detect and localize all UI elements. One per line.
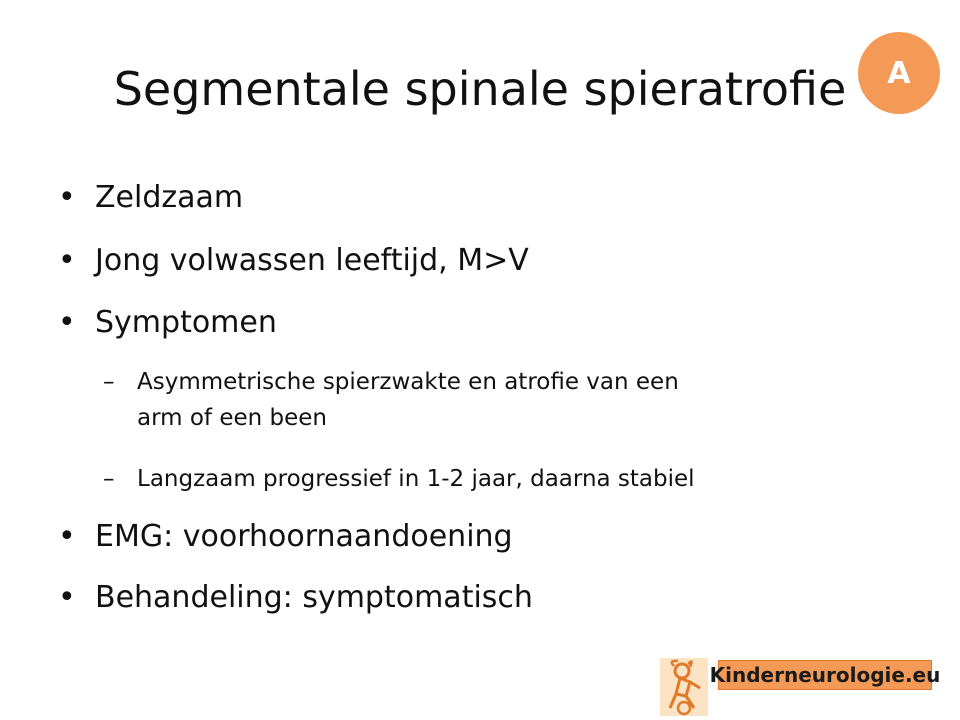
section-badge-label: A: [887, 55, 911, 91]
sub-bullet-text: Asymmetrische spierzwakte en atrofie van een arm of een been: [137, 369, 679, 431]
bullet-text: Symptomen: [95, 305, 277, 340]
sub-bullet-item: [0, 461, 695, 497]
bullet-item: [0, 519, 513, 554]
slide-title: Segmentale spinale spieratrofie: [113, 62, 847, 116]
bullet-marker: •: [58, 305, 76, 340]
bullet-text: Zeldzaam: [95, 180, 244, 215]
bullet-marker: •: [58, 180, 76, 215]
bullet-marker: •: [58, 243, 76, 278]
sub-bullet-marker: –: [103, 466, 115, 492]
bullet-text: Jong volwassen leeftijd, M>V: [95, 243, 529, 278]
child-figure-icon: [660, 658, 708, 716]
bullet-marker: •: [58, 519, 76, 554]
bullet-item: [0, 305, 277, 340]
bullet-item: [0, 180, 243, 215]
bullet-item: [0, 243, 529, 278]
logo-text: Kinderneurologie.eu: [709, 663, 941, 687]
logo-wordmark: [709, 660, 941, 690]
bullet-text: Behandeling: symptomatisch: [95, 580, 533, 615]
bullet-item: [0, 580, 533, 615]
sub-bullet-marker: –: [103, 369, 115, 395]
bullet-marker: •: [58, 580, 76, 615]
brand-logo: [660, 658, 941, 716]
bullet-text: EMG: voorhoornaandoening: [95, 519, 513, 554]
sub-bullet-item: [0, 364, 679, 436]
sub-bullet-text: Langzaam progressief in 1-2 jaar, daarna stabiel: [137, 466, 695, 492]
